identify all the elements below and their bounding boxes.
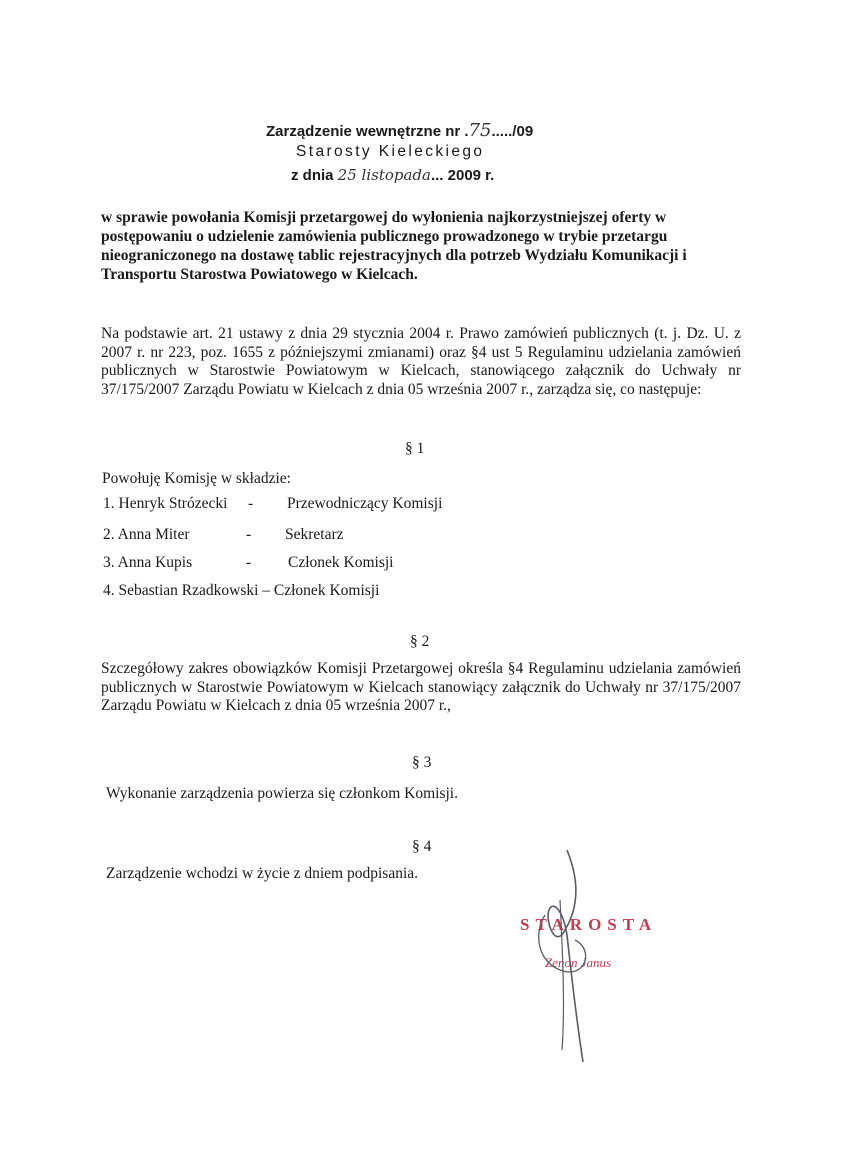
member-2-name: 2. Anna Miter xyxy=(103,526,190,543)
subject-paragraph: w sprawie powołania Komisji przetargowej do wyłonienia najkorzystniejszej oferty w postępowaniu o udzielenie zamówienia publicznego prowadzonego w trybie przetargu nieograniczonego na dostawę tablic rejestracyjnych dla potrzeb Wydziału Komunikacji i Transportu Starostwa Powiatowego w Kielcach. xyxy=(101,209,687,283)
section-4-text: Zarządzenie wchodzi w życie z dniem podpisania. xyxy=(106,865,419,882)
member-4-line: 4. Sebastian Rzadkowski – Członek Komisji xyxy=(103,582,380,599)
order-title-prefix: Zarządzenie wewnętrzne nr . xyxy=(266,123,469,140)
committee-intro: Powołuję Komisję w składzie: xyxy=(102,470,291,487)
date-prefix: z dnia xyxy=(291,167,338,184)
official-stamp-title: STAROSTA xyxy=(520,915,658,934)
section-3-heading: § 3 xyxy=(412,754,432,771)
preamble-paragraph: Na podstawie art. 21 ustawy z dnia 29 stycznia 2004 r. Prawo zamówień publicznych (t. j. Dz. U. z 2007 r. nr 223, poz. 1655 z późniejszymi zmianami) oraz §4 ust 5 Regulaminu udzielania zamówień publicznych w Starostwie Powiatowym w Kielcach, stanowiącego załącznik do Uchwały nr 37/175/2007 Zarządu Powiatu w Kielcach z dnia 05 września 2007 r., zarządza się, co następuje: xyxy=(101,325,741,398)
order-number-handwritten: 75 xyxy=(468,120,492,141)
date-suffix: ... 2009 r. xyxy=(430,167,495,184)
member-3-dash: - xyxy=(246,554,252,571)
member-3-role: Członek Komisji xyxy=(288,554,394,571)
member-2-role: Sekretarz xyxy=(285,526,344,543)
handwritten-signature xyxy=(505,840,635,1070)
member-2-dash: - xyxy=(246,526,252,543)
member-1-role: Przewodniczący Komisji xyxy=(287,495,443,512)
order-title-suffix: ...../09 xyxy=(491,123,534,140)
official-stamp-name: Zenon Janus xyxy=(545,955,612,970)
member-1-dash: - xyxy=(248,495,254,512)
order-title xyxy=(266,120,533,141)
section-1-heading: § 1 xyxy=(405,440,425,457)
section-4-heading: § 4 xyxy=(412,838,432,855)
section-2-heading: § 2 xyxy=(410,633,430,650)
section-3-text: Wykonanie zarządzenia powierza się członkom Komisji. xyxy=(106,785,458,802)
date-line xyxy=(291,166,494,184)
date-handwritten: 25 listopada xyxy=(337,166,431,184)
member-1-name: 1. Henryk Strózecki xyxy=(103,495,228,512)
issuer-line: Starosty Kieleckiego xyxy=(296,143,485,160)
member-3-name: 3. Anna Kupis xyxy=(103,554,193,571)
section-2-text: Szczegółowy zakres obowiązków Komisji Przetargowej określa §4 Regulaminu udzielania zamówień publicznych w Starostwie Powiatowym w Kielcach stanowiący załącznik do Uchwały nr 37/175/2007 Zarządu Powiatu w Kielcach z dnia 05 września 2007 r., xyxy=(101,660,741,714)
